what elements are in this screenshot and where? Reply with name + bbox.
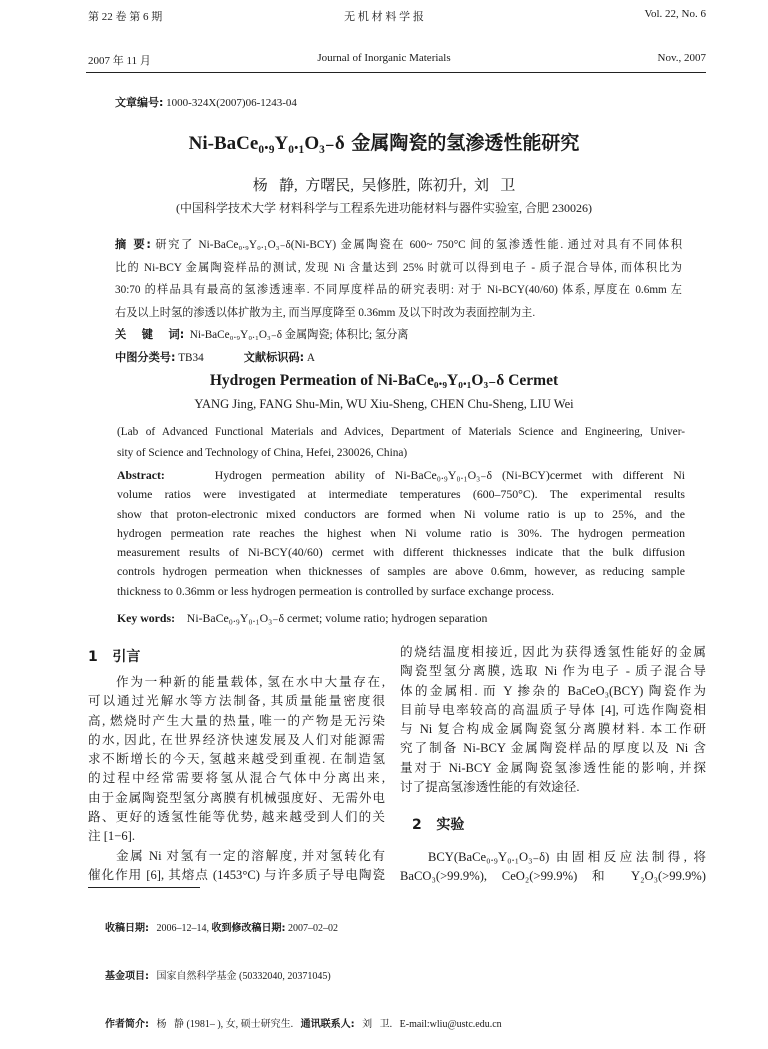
volume-issue-en: Vol. 22, No. 6 (644, 8, 706, 20)
abstract-en-label: Abstract: (117, 468, 165, 482)
body-line: BaCO₃(>99.9%), CeO₂(>99.9%) 和 Y₂O₃(>99.9%) (400, 869, 706, 884)
authors-cn: 杨 静, 方曙民, 吴修胜, 陈初升, 刘 卫 (252, 178, 516, 194)
abstract-en (117, 466, 685, 628)
title-cn (0, 128, 768, 155)
section-2-heading: 2 实验 (412, 817, 465, 833)
doc-code-label: 文献标识码: (243, 350, 305, 364)
body-line: 求不断增长的今天, 氢越来越受到重视. 在制造氢 (88, 752, 385, 767)
abstract-en-line: volume ratios were investigated at intermediate temperatures (600–750°C). The experimental results (117, 487, 685, 502)
affiliation-en-line: (Lab of Advanced Functional Materials and Advices, Department of Materials Science and Engineering, Univer- (117, 426, 685, 438)
article-number-value: 1000-324X(2007)06-1243-04 (166, 97, 297, 109)
journal-name-en: Journal of Inorganic Materials (317, 52, 451, 64)
body-line: 的过程中经常需要将氢从混合气体中分离出来, (88, 771, 385, 786)
clc-label: 中图分类号: (115, 350, 176, 364)
abstract-en-line: hydrogen permeation rate reaches the highest when Ni volume ratio is 30%. The hydrogen permeation (117, 525, 685, 540)
affiliation-cn: (中国科学技术大学 材料科学与工程系先进功能材料与器件实验室, 合肥 230026) (176, 201, 592, 215)
body-line: 体的金属相. 而 Y 掺杂的 BaCeO₃(BCY) 陶瓷作为 (400, 683, 706, 698)
abstract-cn-line: 右及以上时氢的渗透以体扩散为主, 而当厚度降至 0.36mm 及以下时改为表面控制为主. (115, 306, 536, 319)
abstract-en-line: show that proton-electronic mixed conductors are formed when Ni volume ratio is up to 25%, and the (117, 506, 685, 521)
body-line: 目前导电率较高的高温质子导体 [4], 可选作陶瓷相 (400, 702, 706, 717)
abstract-en-line: Hydrogen permeation ability of Ni-BaCe₀.₉Y₀.₁O₃₋δ (Ni-BCY)cermet with different Ni (214, 468, 686, 482)
body-line: 金属 Ni 对氢有一定的溶解度, 并对氢转化有 (116, 848, 385, 863)
body-line: 注 [1−6]. (88, 829, 135, 844)
revised-date-value: 2007–02–02 (288, 923, 338, 934)
doc-code-value: A (306, 351, 316, 364)
revised-date-label: 收到修改稿日期: (211, 923, 286, 934)
fund-value: 国家自然科学基金 (50332040, 20371045) (156, 971, 331, 982)
abstract-en-line: thickness to 0.36mm or less hydrogen permeation is controlled by surface exchange process. (117, 583, 555, 598)
title-cn-formula: Ni-BaCe₀.₉Y₀.₁O₃₋δ (188, 133, 345, 154)
section-2-text (400, 848, 706, 887)
body-line: 高, 燃烧时产生大量的热量, 唯一的产物是无污染 (88, 713, 385, 728)
article-number-label: 文章编号: (115, 96, 164, 109)
body-line: 陶瓷型氢分离膜, 选取 Ni 作为电子 - 质子混合导 (400, 664, 706, 679)
body-line: 由于金属陶瓷型氢分离膜有机械强度好、无需外电 (88, 790, 385, 805)
abstract-en-line: controls hydrogen permeation when thicknesses of samples are above 0.6mm, however, as reducing sample (117, 564, 685, 579)
received-date-value: 2006–12–14, (156, 923, 209, 934)
journal-name-cn: 无 机 材 料 学 报 (344, 11, 424, 23)
section-1-left-column (88, 673, 385, 885)
header-rule (86, 72, 706, 73)
keywords-en-value: Ni-BaCe₀.₉Y₀.₁O₃₋δ cermet; volume ratio; hydrogen separation (186, 611, 488, 626)
article-number (115, 94, 297, 110)
received-date-label: 收稿日期: (105, 923, 149, 934)
abstract-cn-line: 比的 Ni-BCY 金属陶瓷样品的测试, 发现 Ni 含量达到 25% 时就可以得到电子 - 质子混合导体, 而体积比为 (115, 261, 682, 274)
affiliation-en (117, 422, 685, 464)
body-line: 催化作用 [6], 其熔点 (1453°C) 与许多质子导电陶瓷 (88, 867, 385, 882)
date-cn: 2007 年 11 月 (88, 55, 151, 67)
section-1-heading: 1 引言 (88, 649, 141, 665)
footnotes (105, 889, 502, 1049)
fund-label: 基金项目: (105, 971, 149, 982)
body-line: 可以通过光解水等方法制备, 其质量能量密度很 (88, 694, 385, 709)
title-en: Hydrogen Permeation of Ni-BaCe₀.₉Y₀.₁O₃₋δ Cermet (209, 372, 559, 389)
clc-value: TB34 (178, 351, 204, 364)
abstract-en-line: measurement results of Ni-BCY(40/60) cermet with different thicknesses indicate that the bulk diffusion (117, 545, 685, 560)
keywords-cn-label: 关 键 词: (115, 328, 185, 342)
footnote-rule (88, 887, 200, 888)
abstract-cn (115, 234, 682, 370)
keywords-en-label: Key words: (117, 611, 175, 626)
section-1-right-column (400, 643, 706, 797)
volume-issue-cn: 第 22 卷 第 6 期 (88, 11, 163, 23)
body-line: 的烧结温度相接近, 因此为获得透氢性能好的金属 (400, 645, 706, 659)
abstract-cn-line: 研究了 Ni-BaCe₀.₉Y₀.₁O₃₋δ(Ni-BCY) 金属陶瓷在 600~ 750°C 间的氢渗透性能. 通过对具有不同体积 (155, 239, 683, 251)
abstract-cn-label: 摘 要: (115, 238, 151, 251)
body-line: 路、更好的透氢性能等优势, 越来越受到人们的关 (88, 810, 385, 825)
contact-label: 通讯联系人: (300, 1019, 355, 1030)
authors-en: YANG Jing, FANG Shu-Min, WU Xiu-Sheng, CHEN Chu-Sheng, LIU Wei (194, 397, 574, 411)
body-line: 讨了提高氢渗透性能的有效途径. (400, 780, 580, 795)
body-line: 的水, 因此, 在世界经济快速发展及人们对能源需 (88, 732, 385, 747)
body-line: BCY(BaCe₀.₉Y₀.₁O₃₋δ) 由固相反应法制得, 将 (428, 850, 706, 864)
contact-value: 刘 卫. E-mail:wliu@ustc.edu.cn (362, 1019, 502, 1030)
author-bio-value: 杨 静 (1981– ), 女, 硕士研究生. (156, 1019, 294, 1030)
body-line: 量对于 Ni-BCY 金属陶瓷氢渗透性能的影响, 并探 (400, 760, 706, 775)
date-en: Nov., 2007 (657, 52, 706, 64)
body-line: 与 Ni 复合构成金属陶瓷氢分离膜材料. 本工作研 (400, 722, 706, 737)
keywords-cn-value: Ni-BaCe₀.₉Y₀.₁O₃₋δ 金属陶瓷; 体积比; 氢分离 (189, 329, 409, 342)
body-line: 究了制备 Ni-BCY 金属陶瓷样品的厚度以及 Ni 含 (400, 741, 706, 756)
author-bio-label: 作者简介: (105, 1019, 149, 1030)
body-line: 作为一种新的能量载体, 氢在水中大量存在, (116, 675, 385, 689)
title-cn-text: 金属陶瓷的氢渗透性能研究 (344, 132, 580, 154)
abstract-cn-line: 30:70 的样品具有最高的氢渗透速率. 不同厚度样品的研究表明: 对于 Ni-BCY(40/60) 体系, 厚度在 0.6mm 左 (115, 284, 682, 297)
affiliation-en-line: sity of Science and Technology of China, Hefei, 230026, China) (117, 447, 408, 459)
